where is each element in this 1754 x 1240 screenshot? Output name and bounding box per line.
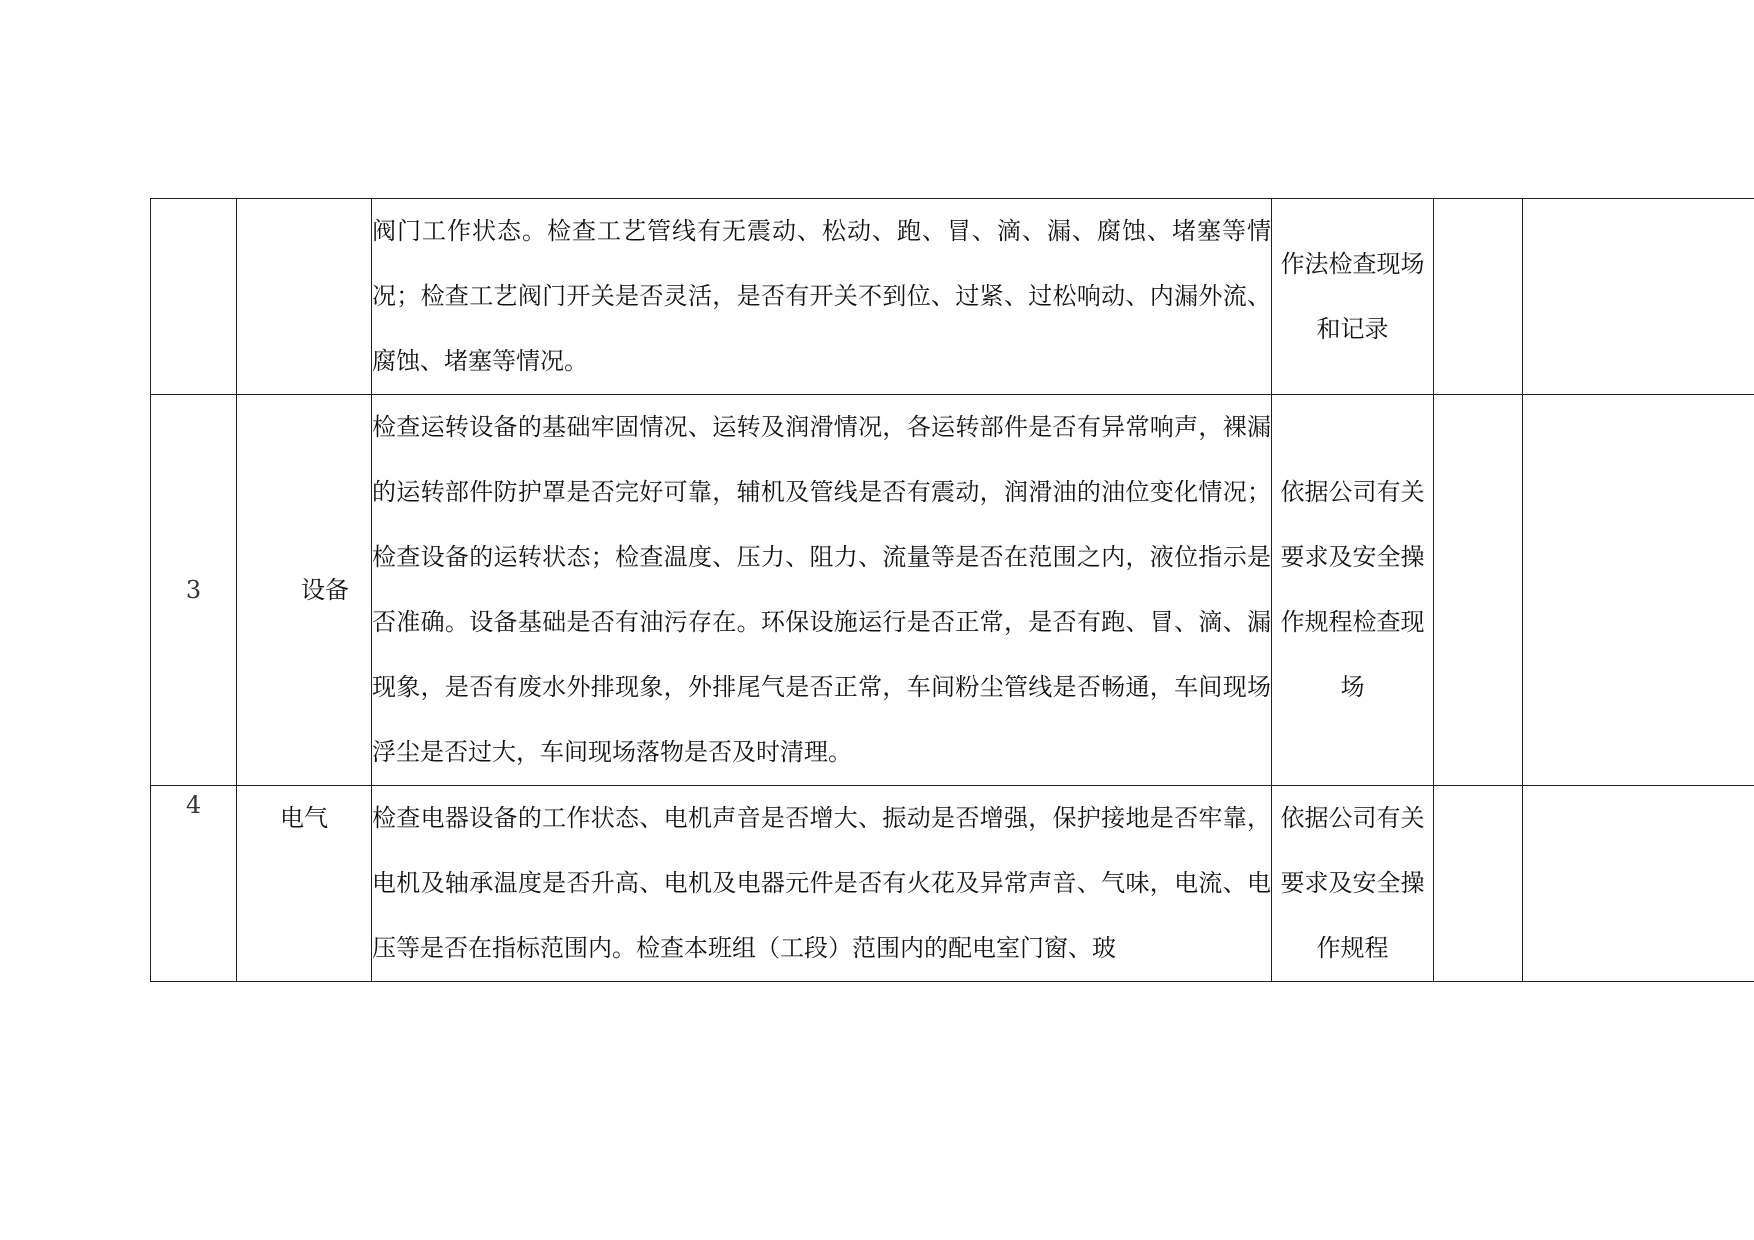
- inspection-content-text: 检查运转设备的基础牢固情况、运转及润滑情况，各运转部件是否有异常响声，裸漏的运转部件防护罩是否完好可靠，辅机及管线是否有震动，润滑油的油位变化情况；检查设备的运转状态；检查温度、压力、阻力、流量等是否在范围之内，液位指示是否准确。设备基础是否有油污存在。环保设施运行是否正常，是否有跑、冒、滴、漏现象，是否有废水外排现象，外排尾气是否正常，车间粉尘管线是否畅通，车间现场浮尘是否过大，车间现场落物是否及时清理。: [372, 413, 1271, 766]
- category-label: 设备: [301, 575, 349, 604]
- inspection-method-cell: [1272, 199, 1434, 395]
- category-label: 电气: [280, 804, 328, 832]
- row-number-cell: [151, 786, 237, 982]
- row-number: 4: [185, 791, 202, 819]
- table-row: [151, 786, 1754, 982]
- inspection-method-text: 依据公司有关要求及安全操作规程: [1280, 804, 1425, 962]
- row-number: 3: [185, 575, 202, 604]
- inspection-content-text: 阀门工作状态。检查工艺管线有无震动、松动、跑、冒、滴、漏、腐蚀、堵塞等情况；检查工艺阀门开关是否灵活，是否有开关不到位、过紧、过松响动、内漏外流、腐蚀、堵塞等情况。: [372, 217, 1271, 375]
- table-row: [151, 199, 1754, 395]
- row-number-cell: [151, 199, 237, 395]
- category-cell: [237, 395, 372, 786]
- inspection-method-cell: [1272, 395, 1434, 786]
- inspection-method-cell: [1272, 786, 1434, 982]
- category-cell: [237, 199, 372, 395]
- inspection-content-cell: [372, 199, 1272, 395]
- empty-cell: [1434, 786, 1523, 982]
- row-number-cell: [151, 395, 237, 786]
- inspection-content-cell: [372, 395, 1272, 786]
- empty-cell: [1523, 199, 1754, 395]
- inspection-table: [150, 198, 1754, 982]
- table-row: [151, 395, 1754, 786]
- inspection-content-cell: [372, 786, 1272, 982]
- category-cell: [237, 786, 372, 982]
- empty-cell: [1523, 786, 1754, 982]
- inspection-content-text: 检查电器设备的工作状态、电机声音是否增大、振动是否增强，保护接地是否牢靠，电机及轴承温度是否升高、电机及电器元件是否有火花及异常声音、气味，电流、电压等是否在指标范围内。检查本班组（工段）范围内的配电室门窗、玻: [372, 804, 1271, 962]
- inspection-method-text: 依据公司有关要求及安全操作规程检查现场: [1280, 478, 1425, 701]
- empty-cell: [1434, 395, 1523, 786]
- empty-cell: [1434, 199, 1523, 395]
- empty-cell: [1523, 395, 1754, 786]
- inspection-method-text: 作法检查现场和记录: [1280, 249, 1425, 343]
